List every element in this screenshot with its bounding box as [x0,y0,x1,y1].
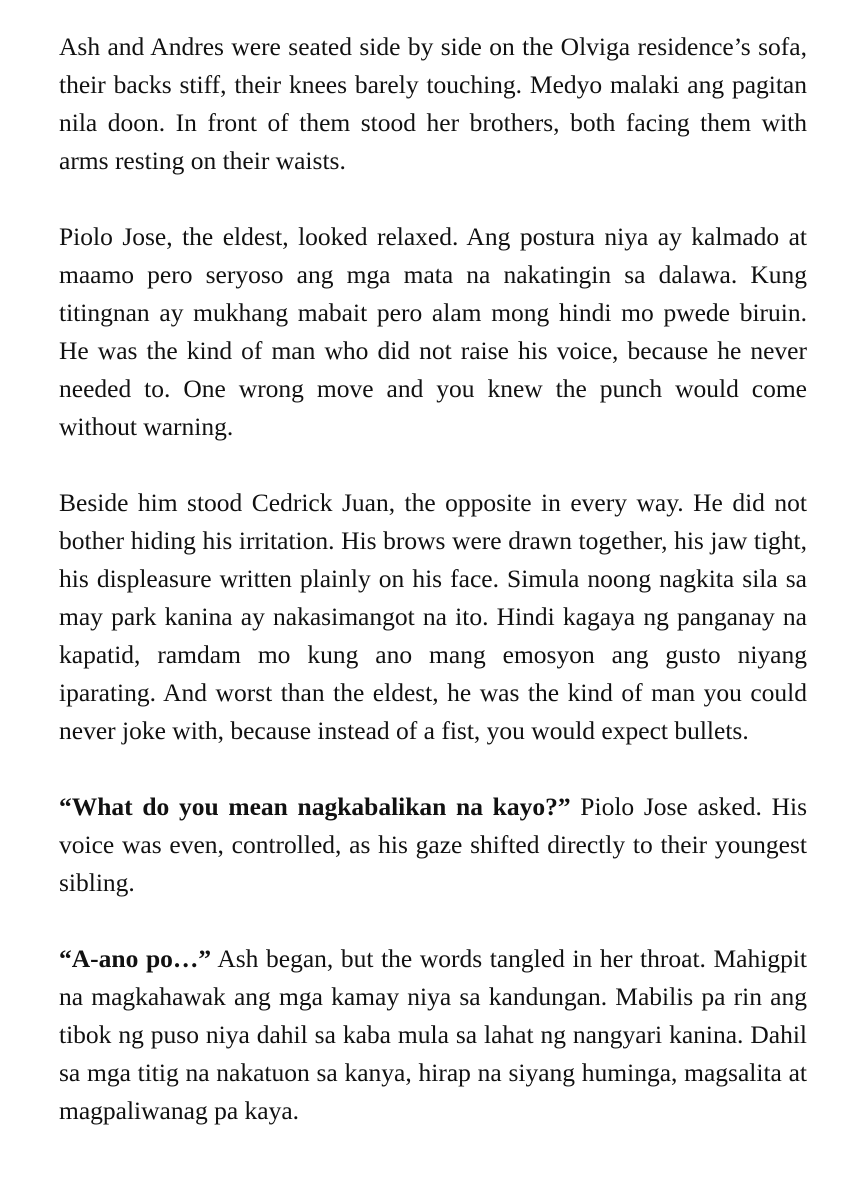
story-paragraph [59,788,807,902]
dialogue-line: “What do you mean nagkabalikan na kayo?” [59,792,571,821]
dialogue-line: “A-ano po…” [59,944,212,973]
paragraph-text: Piolo Jose, the eldest, looked relaxed. Ang postura niya ay kalmado at maamo pero seryoso ang mga mata na nakatingin sa dalawa. Kung titingnan ay mukhang mabait pero alam mong hindi mo pwede biruin. He was the kind of man who did not raise his voice, because he never needed to. One wrong move and you knew the punch would come without warning. [59,222,807,441]
story-paragraph [59,218,807,446]
story-paragraph [59,28,807,180]
paragraph-text: Beside him stood Cedrick Juan, the opposite in every way. He did not bother hiding his irritation. His brows were drawn together, his jaw tight, his displeasure written plainly on his face. Simula noong nagkita sila sa may park kanina ay nakasimangot na ito. Hindi kagaya ng panganay na kapatid, ramdam mo kung ano mang emosyon ang gusto niyang iparating. And worst than the eldest, he was the kind of man you could never joke with, because instead of a fist, you would expect bullets. [59,488,807,745]
story-paragraph [59,940,807,1130]
story-page [59,28,807,1130]
paragraph-text: Piolo Jose asked. His voice was even, controlled, as his gaze shifted directly to their youngest sibling. [59,792,807,897]
paragraph-text: Ash began, but the words tangled in her throat. Mahigpit na magkahawak ang mga kamay niya sa kandungan. Mabilis pa rin ang tibok ng puso niya dahil sa kaba mula sa lahat ng nangyari kanina. Dahil sa mga titig na nakatuon sa kanya, hirap na siyang huminga, magsalita at magpaliwanag pa kaya. [59,944,808,1125]
paragraph-text: Ash and Andres were seated side by side on the Olviga residence’s sofa, their backs stiff, their knees barely touching. Medyo malaki ang pagitan nila doon. In front of them stood her brothers, both facing them with arms resting on their waists. [59,32,807,175]
story-paragraph [59,484,807,750]
